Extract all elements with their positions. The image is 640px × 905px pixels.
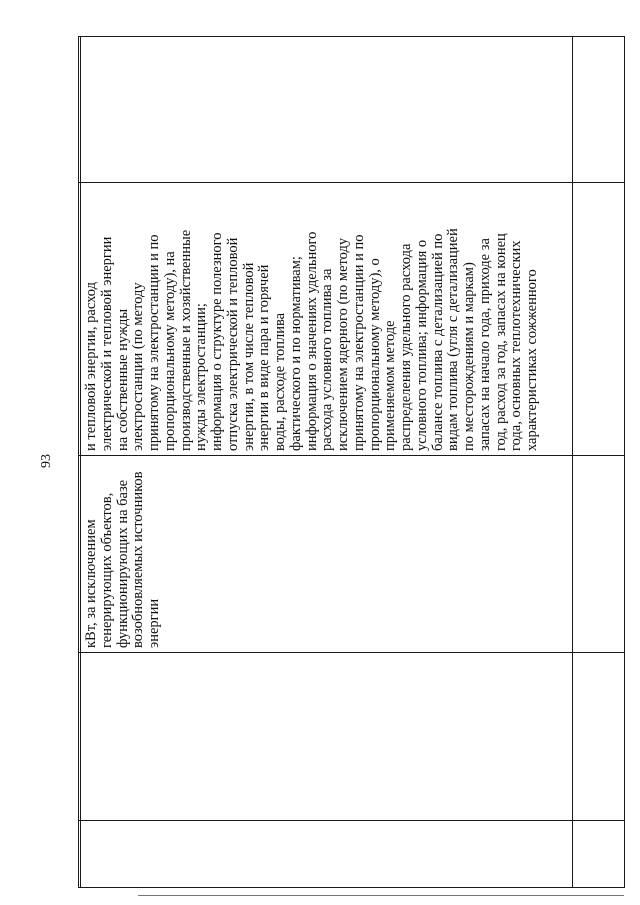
cell-right-line: расхода условного топлива за [319, 268, 336, 451]
table-row-divider [78, 652, 625, 653]
table-cell-information-description [84, 185, 541, 451]
cell-right-line: год, расход за год, запасах на конец [492, 233, 509, 451]
cell-right-line: применяемом методе [382, 320, 399, 451]
cell-right-line: электростанции (по методу [130, 282, 147, 451]
cell-right-line: пропорциональному методу), о [366, 258, 383, 451]
cell-right-line: характеристиках сожженного [524, 269, 540, 451]
cell-right-line: энергии в виде пара и горячей [256, 264, 273, 451]
cell-middle-line: функционирующих на базе [114, 479, 131, 648]
cell-right-line: воды, расходе топлива [272, 312, 288, 451]
cell-right-line: информация о структуре полезного [209, 232, 225, 451]
cell-right-line: информация о значениях удельного [303, 231, 320, 451]
table-cell-object-description [84, 458, 163, 648]
table-row-divider [78, 182, 625, 183]
cell-right-line: электрической и тепловой энергии [98, 236, 115, 451]
cell-right-line: энергии, в том числе тепловой [240, 262, 257, 451]
cell-right-line: принятому на электростанции и по [146, 234, 162, 451]
table-border-bottom [78, 887, 625, 888]
cell-right-line: пропорциональному методу), на [161, 251, 178, 451]
table-row-divider [78, 820, 625, 821]
cell-right-line: видам топлива (угля с детализацией [445, 228, 462, 451]
scan-edge [138, 895, 624, 896]
cell-right-line: запасах на начало года, приходе за [476, 238, 493, 451]
cell-right-line: по месторождениям и маркам) [461, 262, 477, 451]
cell-middle-line: энергии [146, 598, 162, 648]
cell-right-line: нужды электростанции; [193, 303, 210, 451]
table-column-divider [80, 36, 81, 888]
cell-right-line: и тепловой энергии, расход [83, 281, 99, 451]
table-row-divider [78, 455, 625, 456]
cell-right-line: фактического и по нормативам; [287, 256, 304, 451]
table-border-top [78, 36, 625, 37]
cell-right-line: условного топлива; информация о [413, 239, 430, 451]
cell-right-line: года, основных теплотехнических [508, 240, 525, 451]
cell-middle-line: кВт, за исключением [83, 519, 99, 648]
cell-middle-line: возобновляемых источников [130, 471, 147, 648]
cell-middle-line: генерирующих объектов, [98, 492, 115, 648]
cell-right-line: производственные и хозяйственные [177, 229, 194, 451]
cell-right-line: принятому на электростанции и по [350, 234, 367, 451]
table-column-divider [572, 36, 573, 888]
table-border-left [78, 36, 79, 888]
page-number: 93 [39, 454, 54, 468]
table-border-right [624, 36, 625, 888]
cell-right-line: исключением ядерного (по методу [335, 237, 351, 451]
cell-right-line: отпуска электрической и тепловой [224, 237, 241, 451]
cell-right-line: распределения удельного расхода [398, 243, 414, 451]
cell-right-line: на собственные нужды [114, 308, 131, 451]
cell-right-line: балансе топлива с детализацией по [429, 233, 446, 451]
